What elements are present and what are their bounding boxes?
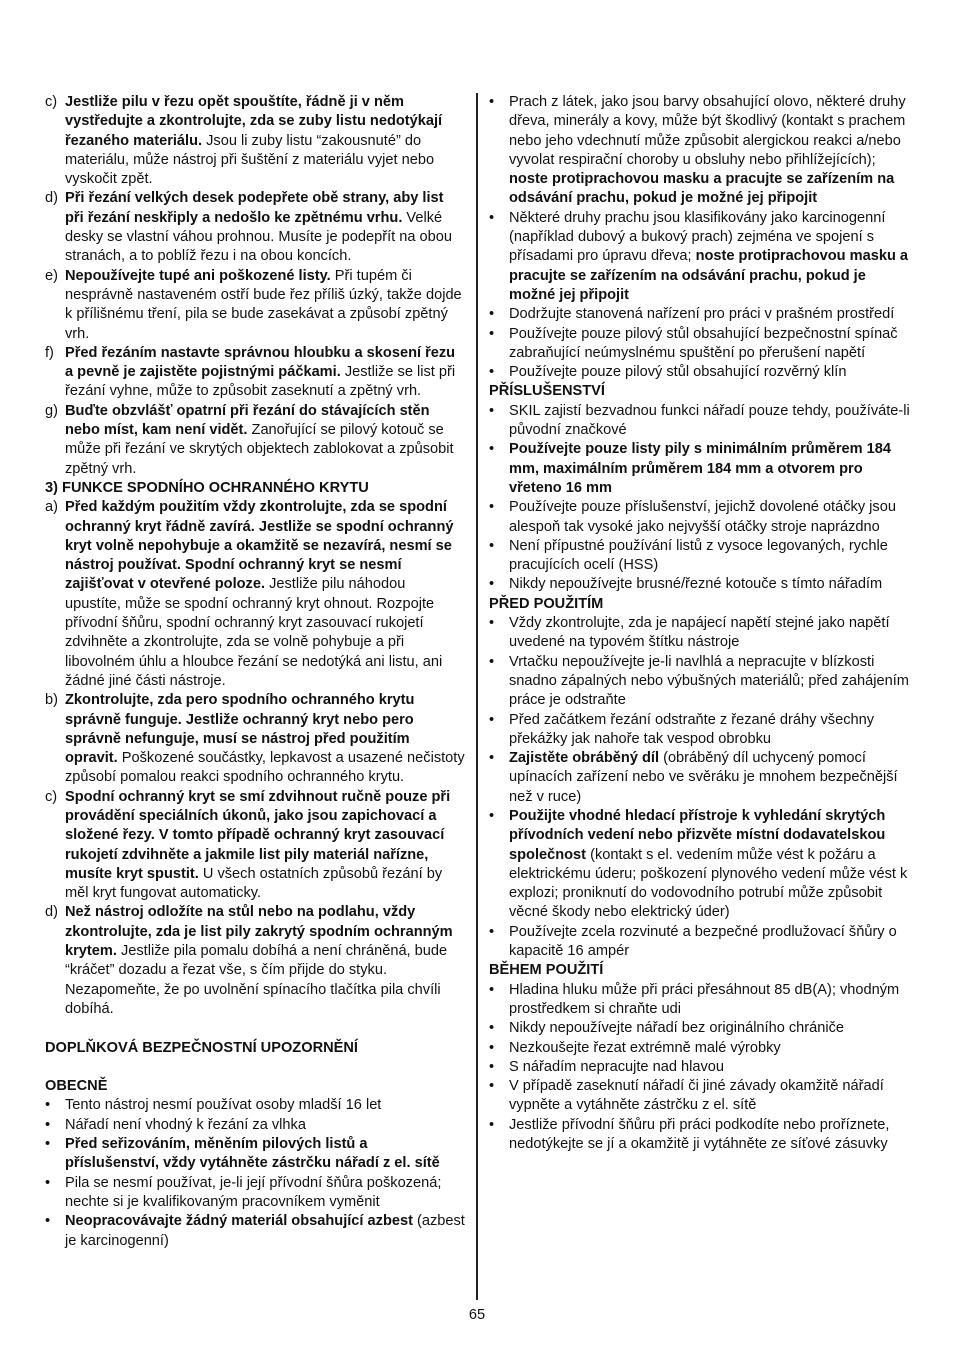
item-text: (obráběný díl uchycený pomocí upínacích zařízení nebo ve svěráku je mnohem bezpečnější než v ruce) bbox=[509, 750, 898, 805]
item-text: Některé druhy prachu jsou klasifikovány jako karcinogenní (například dubový a bukový prach) zejména ve spojení s přísadami pro úpravu dřeva; bbox=[509, 209, 886, 265]
bullet-item bbox=[489, 363, 911, 382]
section-heading: OBECNĚ bbox=[45, 1078, 108, 1095]
lettered-item bbox=[45, 189, 465, 266]
item-bold-text: Nepoužívejte tupé ani poškozené listy. bbox=[65, 267, 331, 284]
item-bold-text: Zkontrolujte, zda pero spodního ochranného krytu správně funguje. Jestliže ochranný kryt nebo pero správně nefunguje, musí se nástroj před použitím opravit. bbox=[65, 692, 415, 767]
item-marker: • bbox=[489, 576, 495, 593]
item-text: Používejte pouze příslušenství, jejichž dovolené otáčky jsou alespoň tak vysoké jako nejvyšší otáčky stroje naprázdno bbox=[509, 499, 896, 535]
lettered-item bbox=[45, 903, 465, 1019]
item-text: Jestliže pila pomalu dobíhá a není chráněná, bude “kráčet” dozadu a řezat vše, s čím přijde do styku. Nezapomeňte, že po uvolnění spínacího tlačítka pila chvíli dobíhá. bbox=[65, 943, 448, 1017]
item-marker: d) bbox=[45, 190, 58, 207]
bullet-item bbox=[489, 653, 911, 711]
item-marker: e) bbox=[45, 267, 58, 284]
bullet-item bbox=[45, 1116, 465, 1135]
item-text: Jestliže pilu náhodou upustíte, může se spodní ochranný kryt ohnout. Rozpojte přívodní šňůru, spodní ochranný kryt zasouvací rukojetí zdvihněte a zkontrolujte, zda se volně pohybuje a při libovolném úhlu a hloubce řezání se nedotýká ani listu, ani žádné jiné části nástroje. bbox=[65, 576, 443, 689]
bullet-item bbox=[45, 1135, 465, 1174]
bullet-item bbox=[489, 749, 911, 807]
section-heading: PŘED POUŽITÍM bbox=[489, 595, 604, 612]
item-text: Tento nástroj nesmí používat osoby mladší 16 let bbox=[65, 1097, 382, 1114]
section-heading: PŘÍSLUŠENSTVÍ bbox=[489, 383, 605, 400]
item-marker: • bbox=[489, 402, 495, 419]
item-text: Dodržujte stanovená nařízení pro práci v prašném prostředí bbox=[509, 306, 895, 323]
lettered-item bbox=[45, 93, 465, 189]
item-marker: • bbox=[489, 1116, 495, 1133]
item-text: Velké desky se vlastní váhou prohnou. Musíte je podepřít na obou stranách, a to poblíž řezu i na obou koncích. bbox=[65, 209, 452, 265]
item-text: U všech ostatních způsobů řezání by měl kryt fungovat automaticky. bbox=[65, 865, 443, 902]
item-text: Nikdy nepoužívejte nářadí bez originálního chrániče bbox=[509, 1020, 845, 1037]
bullet-item bbox=[489, 1077, 911, 1116]
item-bold-text: Buďte obzvlášť opatrní při řezání do stávajících stěn nebo míst, kam není vidět. bbox=[65, 402, 430, 439]
bullet-item bbox=[489, 1058, 911, 1077]
item-marker: • bbox=[489, 750, 495, 767]
bullet-item bbox=[45, 1212, 465, 1251]
item-bold-text: Jestliže pilu v řezu opět spouštíte, řádně ji v něm vystředujte a zkontrolujte, zda se zuby listu nedotýkají řezaného materiálu. bbox=[65, 94, 443, 149]
spacer bbox=[45, 1019, 465, 1038]
item-marker: • bbox=[489, 807, 495, 824]
lettered-item bbox=[45, 344, 465, 402]
item-marker: • bbox=[489, 615, 495, 632]
item-text: V případě zaseknutí nářadí či jiné závady okamžitě nářadí vypněte a vytáhněte zástrčku z el. sítě bbox=[509, 1078, 884, 1114]
item-text: Jestliže se list při řezání vyhne, může to způsobit zaseknutí a zpětný vrh. bbox=[65, 364, 456, 400]
item-text: Pila se nesmí používat, je-li její přívodní šňůra poškozená; nechte si je kvalifikovaným pracovníkem vyměnit bbox=[65, 1174, 442, 1210]
item-text: Používejte pouze pilový stůl obsahující rozvěrný klín bbox=[509, 364, 847, 381]
item-text: Hladina hluku může při práci přesáhnout 85 dB(A); vhodným prostředkem si chraňte udi bbox=[509, 981, 900, 1017]
item-text: Před začátkem řezání odstraňte z řezané dráhy všechny překážky jak nahoře tak vespod obrobku bbox=[509, 711, 875, 747]
bullet-item bbox=[489, 93, 911, 209]
item-text: Vrtačku nepoužívejte je-li navlhlá a nepracujte v blízkosti snadno zápalných nebo výbušných materiálů; před zahájením práce je odstraňte bbox=[509, 653, 909, 709]
item-text: Používejte pouze pilový stůl obsahující bezpečnostní spínač zabraňující neúmyslnému spuštění po přerušení napětí bbox=[509, 325, 898, 361]
bullet-item bbox=[489, 981, 911, 1020]
item-text: Při tupém či nesprávně nastaveném ostří bude řez příliš úzký, takže dojde k přílišnému tření, pila se bude zasekávat a způsobí zpětný vrh. bbox=[65, 267, 462, 342]
item-text: S nářadím nepracujte nad hlavou bbox=[509, 1058, 724, 1075]
bullet-item bbox=[489, 440, 911, 498]
item-bold-text: Před každým použitím vždy zkontrolujte, zda se spodní ochranný kryt řádně zavírá. Jestliže se spodní ochranný kryt volně nepohybuje a okamžitě se nezavírá, nesmí se nástroj používat. Spodní ochranný kryt se nesmí zajišťovat v otevřené poloze. bbox=[65, 499, 454, 593]
item-text: Nářadí není vhodný k řezání za vlhka bbox=[65, 1116, 306, 1133]
bullet-item bbox=[489, 498, 911, 537]
item-bold-text: noste protiprachovou masku a pracujte se zařízením na odsávání prachu, pokud je možné jej připojit bbox=[509, 248, 909, 303]
item-marker: • bbox=[489, 1020, 495, 1037]
item-marker: • bbox=[489, 923, 495, 940]
item-text: Nikdy nepoužívejte brusné/řezné kotouče s tímto nářadím bbox=[509, 576, 883, 593]
lettered-item bbox=[45, 788, 465, 904]
section-heading: BĚHEM POUŽITÍ bbox=[489, 962, 604, 979]
bullet-item bbox=[489, 807, 911, 923]
item-bold-text: noste protiprachovou masku a pracujte se zařízením na odsávání prachu, pokud je možné jej připojit bbox=[509, 171, 895, 207]
bullet-item bbox=[489, 1116, 911, 1155]
item-text: Jestliže přívodní šňůru při práci podkodíte nebo proříznete, nedotýkejte se jí a okamžitě ji vytáhněte ze síťové zásuvky bbox=[509, 1116, 890, 1153]
section-heading: 3) FUNKCE SPODNÍHO OCHRANNÉHO KRYTU bbox=[45, 479, 369, 496]
bullet-item bbox=[489, 402, 911, 441]
item-text: Prach z látek, jako jsou barvy obsahující olovo, některé druhy dřeva, minerály a kovy, může být škodlivý (kontakt s prachem nebo jeho vdechnutí může způsobit alergickou reakci a/nebo vyvolat respirační choroby u obsluhy nebo přihlížejících); bbox=[509, 94, 906, 168]
item-marker: • bbox=[489, 1039, 495, 1056]
item-marker: • bbox=[489, 1078, 495, 1095]
item-bold-text: Před seřizováním, měněním pilových listů a příslušenství, vždy vytáhněte zástrčku nářadí z el. sítě bbox=[65, 1136, 440, 1172]
bullet-item bbox=[489, 209, 911, 305]
item-bold-text: Neopracovávajte žádný materiál obsahující azbest bbox=[65, 1213, 413, 1230]
item-marker: • bbox=[45, 1136, 51, 1153]
item-bold-text: Zajistěte obráběný díl bbox=[509, 750, 660, 767]
item-bold-text: Používejte pouze listy pily s minimálním průměrem 184 mm, maximálním průměrem 184 mm a otvorem pro vřeteno 16 mm bbox=[509, 441, 891, 496]
item-marker: • bbox=[489, 94, 495, 110]
item-marker: • bbox=[45, 1213, 51, 1230]
item-marker: • bbox=[45, 1116, 51, 1133]
item-marker: • bbox=[489, 711, 495, 728]
lettered-item bbox=[45, 498, 465, 691]
item-marker: c) bbox=[45, 788, 58, 805]
item-bold-text: Spodní ochranný kryt se smí zdvihnout ručně pouze při provádění speciálních úkonů, jako jsou zapichovací a složené řezy. V tomto případě ochranný kryt zasouvací rukojetí zdvihněte a jakmile list pily materiál nařízne, musíte kryt spustit. bbox=[65, 788, 451, 882]
item-marker: b) bbox=[45, 692, 58, 709]
bullet-item bbox=[489, 1019, 911, 1038]
item-marker: • bbox=[489, 441, 495, 458]
item-marker: • bbox=[489, 325, 495, 342]
bullet-item bbox=[489, 575, 911, 594]
lettered-item bbox=[45, 691, 465, 787]
item-text: Vždy zkontrolujte, zda je napájecí napětí stejné jako napětí uvedené na typovém štítku nástroje bbox=[509, 615, 890, 651]
item-marker: • bbox=[489, 364, 495, 381]
item-marker: • bbox=[489, 1058, 495, 1075]
bullet-item bbox=[45, 1096, 465, 1115]
item-marker: • bbox=[489, 537, 495, 554]
item-text: Není přípustné používání listů z vysoce legovaných, rychle pracujících ocelí (HSS) bbox=[509, 537, 888, 574]
bullet-item bbox=[45, 1174, 465, 1213]
item-text: Jsou li zuby listu “zakousnuté” do materiálu, může nástroj při šuštění z materiálu vyjet nebo vyskočit zpět. bbox=[65, 132, 435, 188]
item-marker: c) bbox=[45, 94, 58, 110]
item-marker: g) bbox=[45, 402, 58, 419]
item-marker: • bbox=[489, 209, 495, 226]
item-text: SKIL zajistí bezvadnou funkci nářadí pouze tehdy, používáte-li původní značkové bbox=[509, 402, 910, 439]
item-text: Zanořující se pilový kotouč se může při řezání ve skrytých objektech zablokovat a způsobit zpětný vrh. bbox=[65, 422, 454, 477]
column-divider bbox=[476, 93, 478, 1300]
item-text: (azbest je karcinogenní) bbox=[65, 1213, 465, 1249]
item-marker: • bbox=[489, 499, 495, 516]
left-column bbox=[45, 93, 465, 1251]
item-marker: • bbox=[489, 981, 495, 998]
item-text: Používejte zcela rozvinuté a bezpečné prodlužovací šňůry o kapacitě 16 ampér bbox=[509, 923, 897, 960]
page-number: 65 bbox=[468, 1307, 486, 1323]
item-text: Nezkoušejte řezat extrémně malé výrobky bbox=[509, 1039, 781, 1056]
right-column bbox=[489, 93, 911, 1154]
item-bold-text: Než nástroj odložíte na stůl nebo na podlahu, vždy zkontrolujte, zda je list pily zakrytý spodním ochranným krytem. bbox=[65, 904, 453, 960]
item-bold-text: Před řezáním nastavte správnou hloubku a skosení řezu a pevně je zajistěte pojistnými páčkami. bbox=[65, 344, 456, 381]
bullet-item bbox=[489, 923, 911, 962]
item-marker: • bbox=[489, 306, 495, 323]
spacer bbox=[45, 1058, 465, 1077]
item-text: Poškozené součástky, lepkavost a usazené nečistoty způsobí pomalou reakci spodního ochranného krytu. bbox=[65, 750, 465, 786]
bullet-item bbox=[489, 325, 911, 364]
item-bold-text: Při řezání velkých desek podepřete obě strany, aby list při řezání neskřiply a nedošlo ke zpětnému vrhu. bbox=[65, 190, 444, 226]
item-bold-text: Použijte vhodné hledací přístroje k vyhledání skrytých přívodních vedení nebo přizvěte místní dodavatelskou společnost bbox=[509, 807, 886, 863]
bullet-item bbox=[489, 614, 911, 653]
item-marker: f) bbox=[45, 344, 54, 361]
item-marker: a) bbox=[45, 499, 58, 516]
section-heading: DOPLŇKOVÁ BEZPEČNOSTNÍ UPOZORNĚNÍ bbox=[45, 1039, 358, 1056]
item-marker: • bbox=[45, 1174, 51, 1191]
lettered-item bbox=[45, 402, 465, 479]
bullet-item bbox=[489, 1039, 911, 1058]
item-marker: • bbox=[45, 1097, 51, 1114]
item-marker: d) bbox=[45, 904, 58, 921]
bullet-item bbox=[489, 711, 911, 750]
bullet-item bbox=[489, 305, 911, 324]
item-marker: • bbox=[489, 653, 495, 670]
item-text: (kontakt s el. vedením může vést k požáru a elektrickému úderu; poškození plynového vedení může vést k explozi; proniknutí do vodovodního potrubí může způsobit věcné škody nebo elektrický úder) bbox=[509, 846, 908, 921]
bullet-item bbox=[489, 537, 911, 576]
lettered-item bbox=[45, 267, 465, 344]
